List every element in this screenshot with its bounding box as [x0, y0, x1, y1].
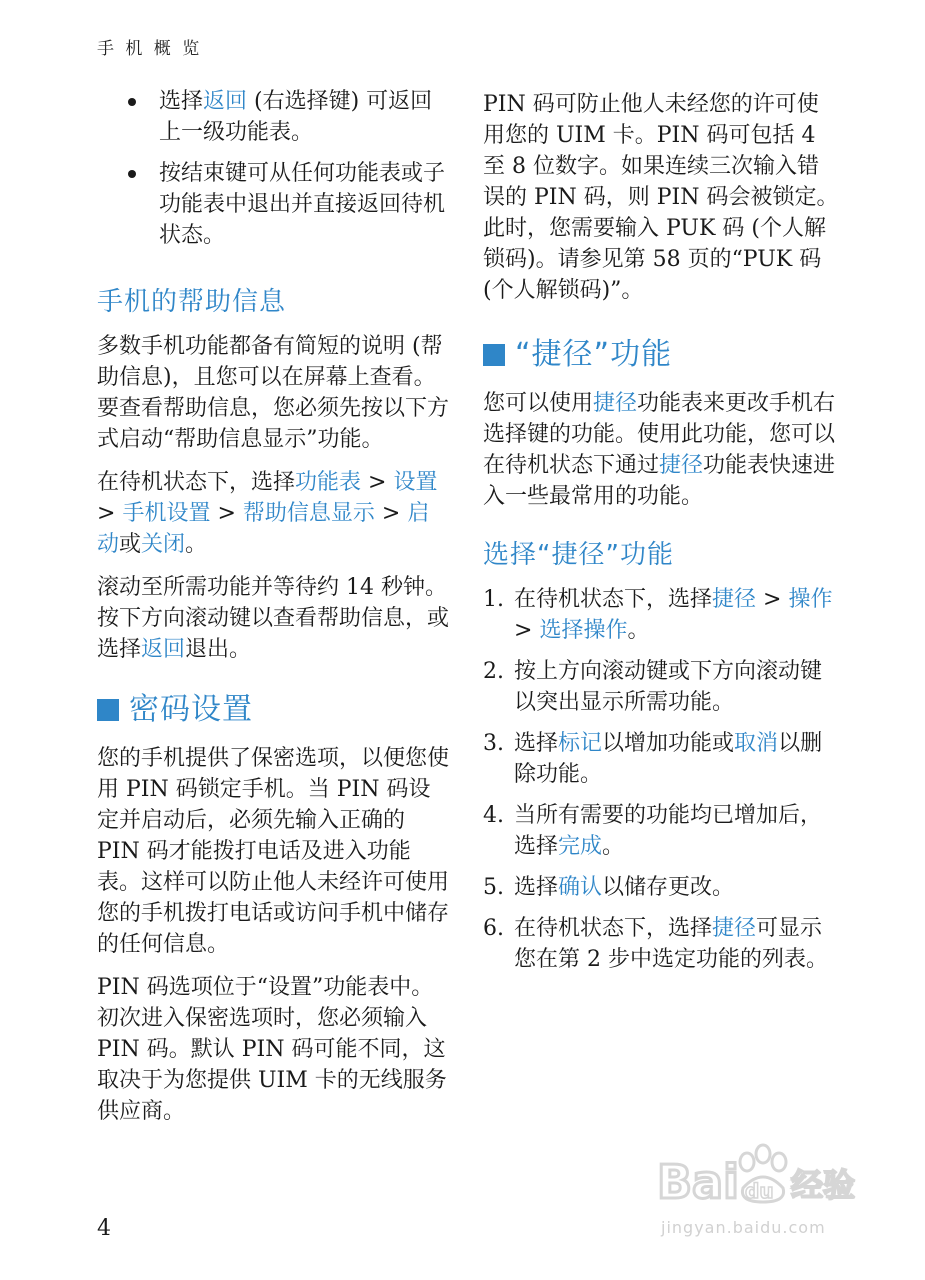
link-menu[interactable]: 功能表	[295, 470, 362, 495]
link-done[interactable]: 完成	[558, 834, 603, 859]
svg-text:经验: 经验	[791, 1166, 856, 1204]
running-head: 手 机 概 览	[97, 39, 203, 59]
heading-help-info: 手机的帮助信息	[97, 287, 287, 317]
help-paragraph-2: 在待机状态下，选择功能表 > 设置 > 手机设置 > 帮助信息显示 > 启动或关闭。	[97, 470, 438, 557]
list-item: 1. 在待机状态下，选择捷径 > 操作 > 选择操作。	[483, 587, 833, 643]
link-unmark[interactable]: 取消	[734, 731, 779, 756]
heading-select-shortcuts: 选择“捷径”功能	[483, 540, 674, 570]
link-off[interactable]: 关闭	[141, 532, 186, 557]
link-shortcuts[interactable]: 捷径	[712, 587, 757, 612]
baidu-watermark	[655, 1140, 865, 1245]
bullet-dot-icon	[128, 170, 136, 178]
list-item: 4. 当所有需要的功能均已增加后，选择完成。	[483, 803, 823, 859]
password-paragraph-2: PIN 码选项位于“设置”功能表中。初次进入保密选项时，您必须输入 PIN 码。默认 PIN 码可能不同，这取决于为您提供 UIM 卡的无线服务供应商。	[97, 975, 447, 1124]
steps-list	[483, 584, 839, 975]
link-shortcuts[interactable]: 捷径	[659, 453, 704, 478]
section-square-icon	[97, 699, 119, 721]
link-help-display[interactable]: 帮助信息显示	[242, 501, 375, 526]
link-back[interactable]: 返回	[141, 637, 186, 662]
link-mark[interactable]: 标记	[558, 731, 603, 756]
page-number: 4	[97, 1216, 111, 1241]
list-item: 6. 在待机状态下，选择捷径可显示您在第 2 步中选定功能的列表。	[483, 916, 828, 972]
link-phone-settings[interactable]: 手机设置	[122, 501, 211, 526]
svg-text:du: du	[745, 1179, 774, 1203]
password-paragraph-1: 您的手机提供了保密选项，以便您使用 PIN 码锁定手机。当 PIN 码设定并启动后，必须先输入正确的 PIN 码才能拨打电话及进入功能表。这样可以防止他人未经许可使用您的手机拨打电话或访问手机中储存的任何信息。	[97, 746, 450, 957]
heading-shortcuts: “捷径”功能	[483, 336, 839, 374]
right-column	[483, 89, 839, 985]
bullet-list	[97, 86, 449, 251]
help-paragraph-1: 多数手机功能都备有简短的说明 (帮助信息)，且您可以在屏幕上查看。要查看帮助信息，您必须先按以下方式启动“帮助信息显示”功能。	[97, 334, 450, 452]
bullet-item-end-key: 按结束键可从任何功能表或子功能表中退出并直接返回待机状态。	[97, 158, 449, 251]
heading-password-settings: 密码设置	[97, 691, 449, 729]
link-shortcuts[interactable]: 捷径	[593, 391, 638, 416]
bullet-dot-icon	[128, 98, 136, 106]
list-item: 5. 选择确认以储存更改。	[483, 875, 735, 900]
list-item: 2. 按上方向滚动键或下方向滚动键以突出显示所需功能。	[483, 659, 823, 715]
bullet-item-back: 选择返回 (右选择键) 可返回上一级功能表。	[97, 86, 449, 148]
shortcut-paragraph: 您可以使用捷径功能表来更改手机右选择键的功能。使用此功能，您可以在待机状态下通过捷径功能表快速进入一些最常用的功能。	[483, 391, 836, 509]
link-shortcuts[interactable]: 捷径	[712, 916, 757, 941]
watermark-url: jingyan.baidu.com	[661, 1218, 826, 1237]
pin-paragraph: PIN 码可防止他人未经您的许可使用您的 UIM 卡。PIN 码可包括 4 至 8 位数字。如果连续三次输入错误的 PIN 码，则 PIN 码会被锁定。此时，您需要输入 PUK 码 (个人解锁码)。请参见第 58 页的“PUK 码 (个人解锁码)”。	[483, 92, 839, 303]
link-back[interactable]: 返回	[203, 89, 248, 114]
link-select-options[interactable]: 选择操作	[539, 618, 628, 643]
list-item: 3. 选择标记以增加功能或取消以删除功能。	[483, 731, 823, 787]
left-column	[97, 86, 449, 1139]
link-options[interactable]: 操作	[788, 587, 833, 612]
link-settings[interactable]: 设置	[393, 470, 438, 495]
section-square-icon	[483, 344, 505, 366]
link-on[interactable]: 启动	[97, 501, 430, 557]
baidu-paw-logo-icon	[655, 1140, 865, 1215]
svg-text:Bai: Bai	[657, 1155, 739, 1209]
help-paragraph-3: 滚动至所需功能并等待约 14 秒钟。按下方向滚动键以查看帮助信息，或选择返回退出。	[97, 575, 450, 662]
link-confirm[interactable]: 确认	[558, 875, 603, 900]
